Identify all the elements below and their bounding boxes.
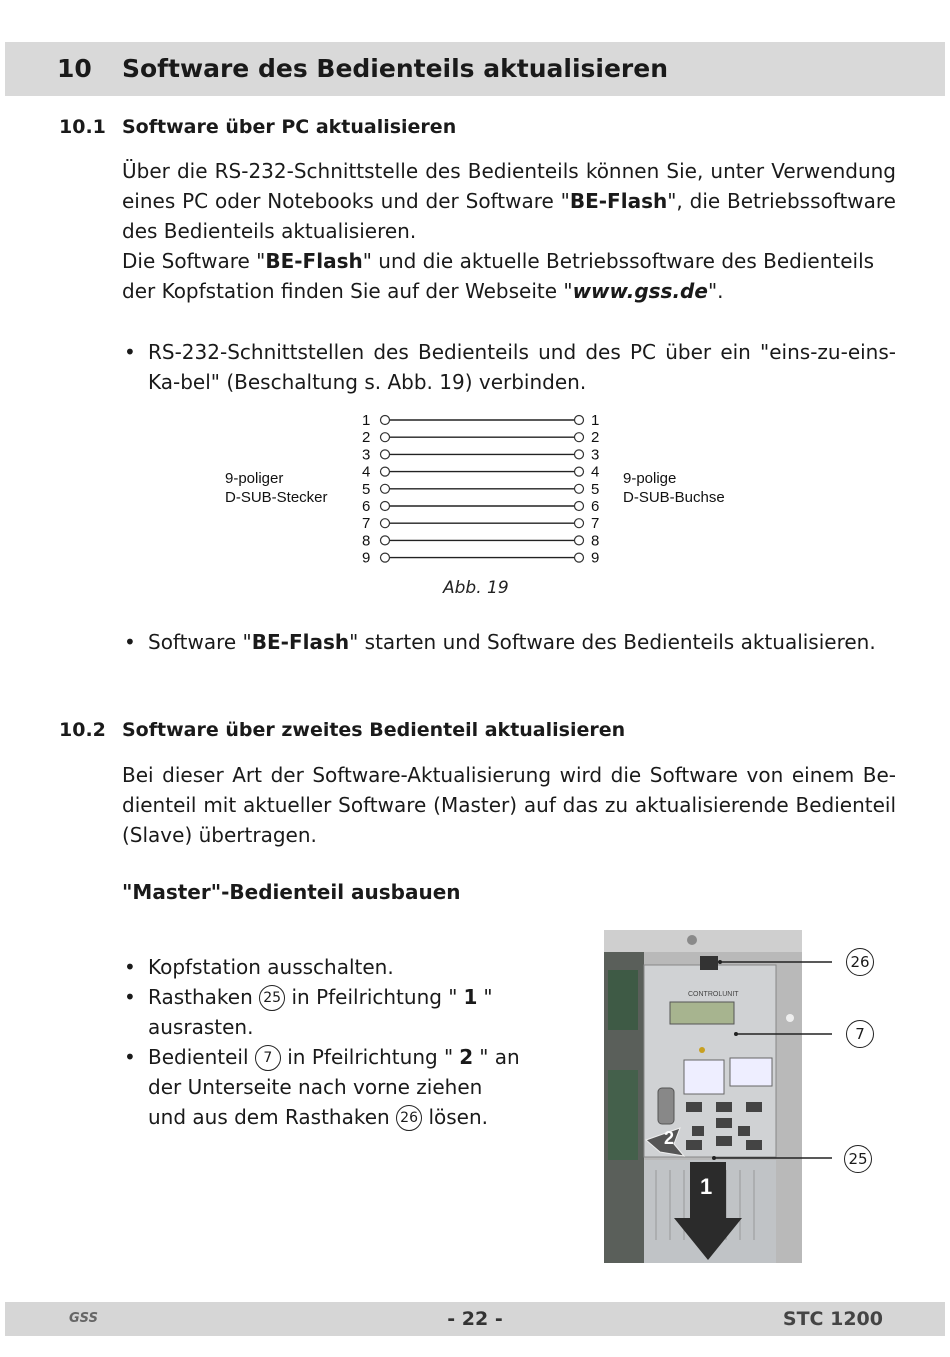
bullet-list-2	[122, 627, 896, 657]
section-header	[5, 42, 945, 96]
left-pin-label: 1	[362, 412, 371, 429]
left-pin-label: 8	[362, 532, 371, 550]
subsection-number: 10.2	[59, 719, 106, 741]
right-connector-label-1: 9-polige	[623, 470, 677, 487]
removal-steps	[122, 952, 522, 1132]
right-pin-label: 9	[591, 549, 600, 567]
left-pin	[381, 502, 390, 511]
callout-lines	[700, 950, 850, 1170]
reference-marker: 7	[255, 1045, 281, 1071]
list-item: • Bedienteil 7 in Pfeilrichtung " 2 " an der Unterseite nach vorne ziehen und aus dem Rasthaken 26 lösen.	[122, 1042, 522, 1132]
right-pin-label: 4	[591, 463, 600, 481]
list-item: • RS-232-Schnittstellen des Bedienteils und des PC über ein "eins-zu-eins-Ka-bel" (Beschaltung s. Abb. 19) verbinden.	[122, 337, 896, 397]
right-pin-label: 5	[591, 480, 600, 498]
left-pin-label: 9	[362, 549, 371, 567]
list-item: • Software "BE-Flash" starten und Software des Bedienteils aktualisieren.	[122, 627, 896, 657]
right-pin	[575, 484, 584, 493]
left-pin-label: 4	[362, 463, 371, 481]
left-pin	[381, 519, 390, 528]
list-item: • Rasthaken 25 in Pfeilrichtung " 1 " ausrasten.	[122, 982, 522, 1042]
device-label: CONTROLUNIT	[688, 991, 739, 998]
left-pin	[381, 484, 390, 493]
page-number: - 22 -	[447, 1308, 503, 1330]
figure-caption: Abb. 19	[443, 578, 509, 598]
left-pin	[381, 416, 390, 425]
wiring-diagram	[215, 410, 745, 570]
callout-7: 7	[846, 1020, 874, 1048]
right-pin-label: 7	[591, 515, 600, 533]
master-removal-heading: "Master"-Bedienteil ausbauen	[122, 880, 461, 904]
subsection-title: Software über PC aktualisieren	[122, 116, 457, 138]
intro-sentence-2: Die Software "BE-Flash" und die aktuelle Betriebssoftware des Bedienteils der Kopfstation finden Sie auf der Webseite "www.gss.de".	[122, 249, 875, 303]
section-number: 10	[57, 54, 92, 83]
right-pin-label: 2	[591, 429, 600, 447]
left-pin-label: 5	[362, 480, 371, 498]
right-pin-label: 3	[591, 446, 600, 464]
page-footer	[5, 1302, 945, 1336]
intro-paragraph	[122, 156, 896, 306]
model-name: STC 1200	[782, 1308, 883, 1330]
right-pin	[575, 450, 584, 459]
left-pin-label: 2	[362, 429, 371, 447]
reference-marker: 25	[259, 985, 285, 1011]
left-pin-label: 3	[362, 446, 371, 464]
list-item: • Kopfstation ausschalten.	[122, 952, 522, 982]
section-title: Software des Bedienteils aktualisieren	[122, 54, 668, 83]
website-link[interactable]: www.gss.de	[572, 279, 708, 303]
right-pin	[575, 519, 584, 528]
arrow-2-label: 2	[664, 1128, 675, 1148]
right-pin	[575, 553, 584, 562]
right-pin	[575, 416, 584, 425]
left-pin	[381, 536, 390, 545]
left-pin	[381, 450, 390, 459]
left-pin	[381, 467, 390, 476]
callout-25: 25	[844, 1145, 872, 1173]
left-connector-label-1: 9-poliger	[225, 470, 284, 487]
master-paragraph	[122, 760, 896, 850]
right-pin-label: 6	[591, 498, 600, 515]
right-pin-label: 8	[591, 532, 600, 550]
right-pin	[575, 467, 584, 476]
right-pin-label: 1	[591, 412, 600, 429]
subsection-title: Software über zweites Bedienteil aktualisieren	[122, 719, 626, 741]
brand-logo: GSS	[69, 1311, 98, 1326]
left-connector-label-2: D-SUB-Stecker	[225, 489, 328, 506]
right-pin	[575, 502, 584, 511]
master-description: Bei dieser Art der Software-Aktualisierung wird die Software von einem Be-dienteil mit aktueller Software (Master) auf das zu aktualisierende Bedienteil (Slave) übertragen.	[122, 763, 896, 847]
arrow-1-label: 1	[700, 1174, 713, 1199]
wire-group	[362, 412, 599, 567]
bullet-list-1	[122, 337, 896, 397]
left-pin	[381, 433, 390, 442]
reference-marker: 26	[396, 1105, 422, 1131]
right-connector-label-2: D-SUB-Buchse	[623, 489, 725, 506]
callout-26: 26	[846, 948, 874, 976]
right-pin	[575, 536, 584, 545]
left-pin-label: 7	[362, 515, 371, 533]
subsection-number: 10.1	[59, 116, 106, 138]
intro-sentence-1: Über die RS-232-Schnittstelle des Bedienteils können Sie, unter Verwendung eines PC oder Notebooks und der Software "BE-Flash", die Betriebssoftware des Bedienteils aktualisieren.	[122, 159, 896, 243]
right-pin	[575, 433, 584, 442]
left-pin	[381, 553, 390, 562]
left-pin-label: 6	[362, 498, 371, 515]
